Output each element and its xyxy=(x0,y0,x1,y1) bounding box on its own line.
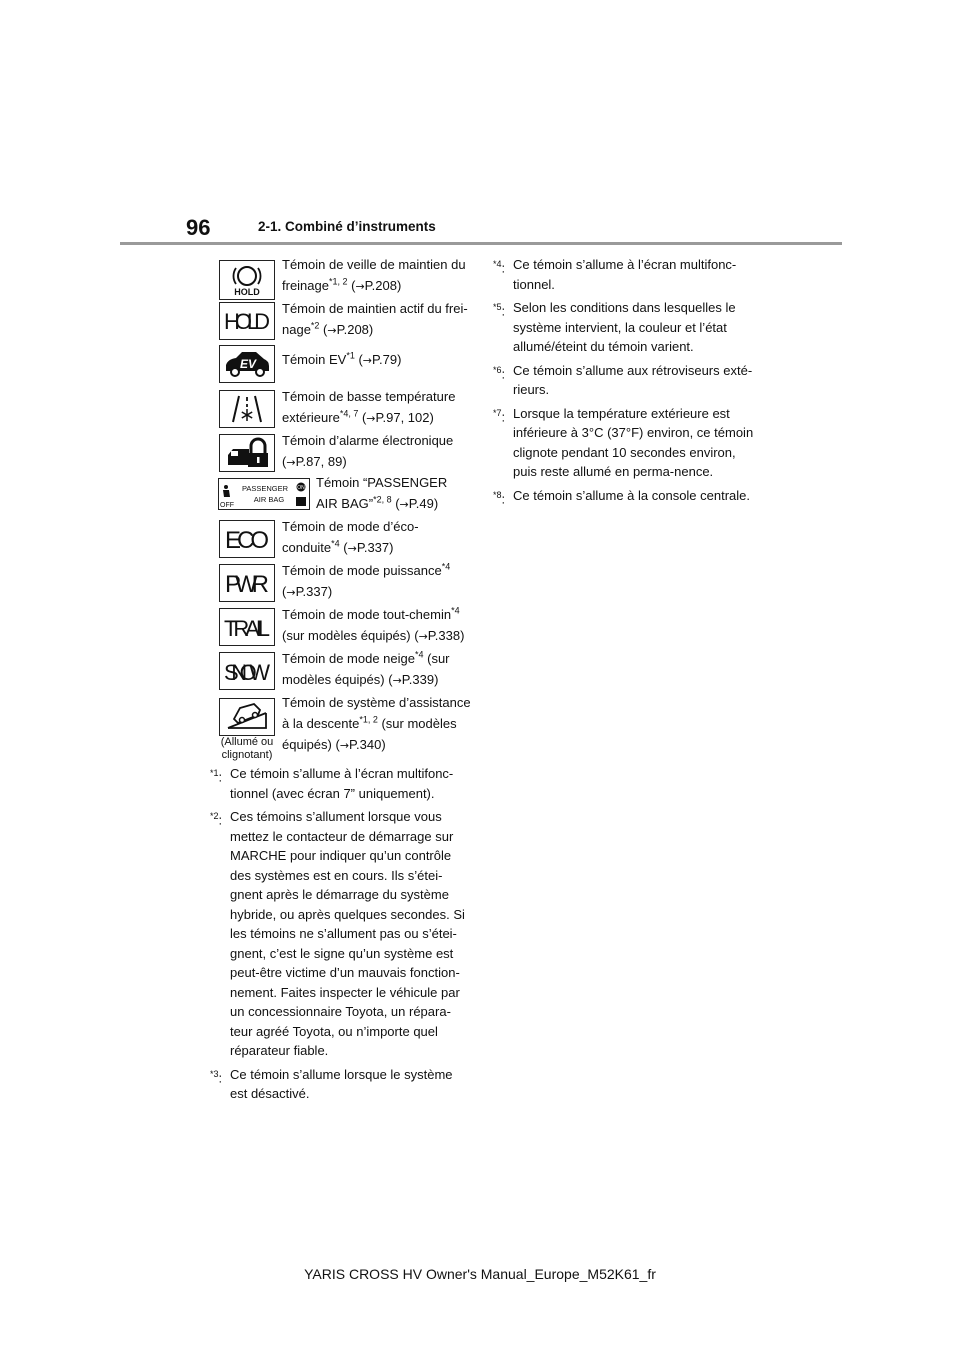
indicator-description: Témoin de mode neige$^{*4}$ (sur modèles équipés) (→P.339) xyxy=(282,649,450,687)
header-rule xyxy=(120,242,842,245)
icon-caption: (Allumé ou clignotant) xyxy=(220,736,274,761)
indicator-row xyxy=(216,516,478,560)
indicator-row xyxy=(216,648,478,692)
airbag-on-label: ON xyxy=(297,485,305,491)
indicator-description: Témoin de mode puissance$^{*4}$ (→P.337) xyxy=(282,561,451,599)
indicator-row xyxy=(216,298,478,342)
footnote: $^{*7}$: Lorsque la température extérieure est inférieure à 3°C (37°F) environ, ce témoin clignote pendant 10 secondes environ, puis reste allumé en perma-nence. xyxy=(493,405,754,479)
ice-road-icon xyxy=(219,390,275,428)
indicator-row xyxy=(216,692,478,761)
indicator-row xyxy=(216,254,478,298)
pwr-label: PWR xyxy=(225,571,269,598)
footnote: $^{*5}$: Selon les conditions dans lesquelles le système intervient, la couleur et l’état allumé/éteint du témoin varient. xyxy=(493,300,736,354)
ev-label: EV xyxy=(239,357,257,371)
hold-small-label: HOLD xyxy=(234,287,260,297)
indicator-description: Témoin de mode d’éco- conduite$^{*4}$ (→P.337) xyxy=(282,519,419,555)
page-footer: YARIS CROSS HV Owner's Manual_Europe_M52K61_fr xyxy=(304,1266,656,1282)
trail-text-icon xyxy=(219,608,275,646)
footnotes-right xyxy=(493,255,755,512)
footnote: $^{*6}$: Ce témoin s’allume aux rétroviseurs exté-rieurs. xyxy=(493,362,753,397)
indicator-description: Témoin EV$^{*1}$ (→P.79) xyxy=(282,350,402,367)
page-number: 96 xyxy=(186,215,211,240)
footnote: $^{*1}$: Ce témoin s’allume à l’écran multifonc-tionnel (avec écran 7” uniquement). xyxy=(210,766,454,801)
car-padlock-icon xyxy=(219,434,275,472)
indicator-row xyxy=(216,386,478,430)
indicator-row xyxy=(216,430,478,472)
footnote: $^{*3}$: Ce témoin s’allume lorsque le système est désactivé. xyxy=(210,1066,453,1101)
trail-label: TRAIL xyxy=(224,616,270,641)
footnotes-left xyxy=(210,764,470,1108)
indicator-table xyxy=(216,254,478,761)
airbag-label: AIR BAG xyxy=(253,495,285,504)
hill-descent-icon xyxy=(219,698,275,736)
indicator-description: Témoin de système d’assistance à la descente$^{*1, 2}$ (sur modèles équipés) (→P.340) xyxy=(282,695,471,752)
indicator-description: Témoin de maintien actif du frei- nage$^{*2}$ (→P.208) xyxy=(282,301,468,337)
footnote: $^{*8}$: Ce témoin s’allume à la console centrale. xyxy=(493,487,751,506)
hold-label: HOLD xyxy=(224,309,270,334)
eco-text-icon xyxy=(219,520,275,558)
indicator-row xyxy=(216,472,478,516)
indicator-description: Témoin de mode tout-chemin$^{*4}$ (sur modèles équipés) (→P.338) xyxy=(282,605,465,643)
indicator-description: Témoin de veille de maintien du freinage$^{*1, 2}$ (→P.208) xyxy=(282,257,466,293)
eco-label: ECO xyxy=(225,527,269,554)
indicator-description: Témoin d’alarme électronique (→P.87, 89) xyxy=(282,433,454,469)
pwr-text-icon xyxy=(219,564,275,602)
snow-label: SNOW xyxy=(224,660,270,685)
footnote: $^{*2}$: Ces témoins s’allument lorsque vous mettez le contacteur de démarrage sur MARCHE pour indiquer qu’un contrôle des systèmes est en cours. Ils s’étei-gnent après le démarrage du système hybride, ou après quelques secondes. Si les témoins ne s’allument pas ou s’étei-gnent, c’est le signe qu’un système est peut-être victime d’un mauvais fonction-nement. Faites inspecter le véhicule par un concessionnaire Toyota, un répara-teur agréé Toyota, ou n’importe quel réparateur fiable. xyxy=(210,809,465,1058)
ev-car-icon xyxy=(219,345,275,383)
hold-standby-icon xyxy=(219,260,275,300)
airbag-off-label: OFF xyxy=(220,502,234,509)
passenger-airbag-off-on-icon xyxy=(218,478,310,510)
indicator-row xyxy=(216,604,478,648)
footnote: $^{*4}$: Ce témoin s’allume à l’écran multifonc-tionnel. xyxy=(493,257,737,292)
indicator-description: Témoin de basse température extérieure$^{*4, 7}$ (→P.97, 102) xyxy=(282,389,456,425)
section-title: 2-1. Combiné d’instruments xyxy=(258,219,436,234)
indicator-description: Témoin “PASSENGER AIR BAG”$^{*2, 8}$ (→P.49) xyxy=(316,475,448,511)
hold-text-icon xyxy=(219,302,275,340)
airbag-passenger-label: PASSENGER xyxy=(241,484,289,493)
indicator-row xyxy=(216,560,478,604)
indicator-row xyxy=(216,342,478,386)
snow-text-icon xyxy=(219,652,275,690)
